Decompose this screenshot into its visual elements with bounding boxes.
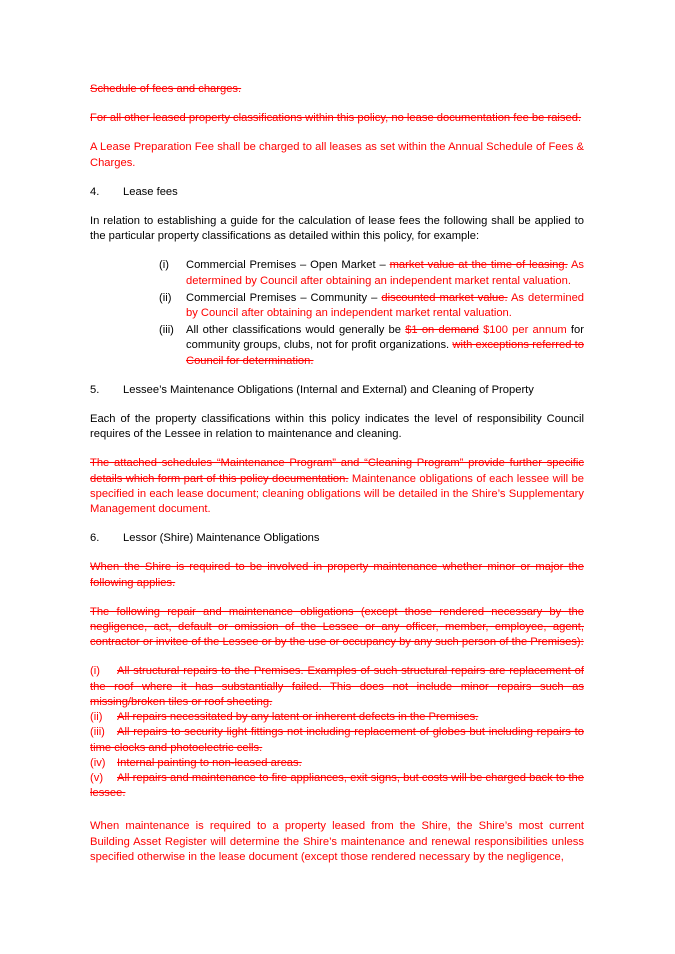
- section-number: 6.: [90, 532, 100, 545]
- list-item: [90, 725, 584, 755]
- item-text: All structural repairs to the Premises. Examples of such structural repairs are replacement of the roof where it has substantially failed. This does not include minor repairs such as missing/broken tiles or roof sheeting.: [90, 665, 584, 708]
- section-number: 4.: [90, 185, 100, 198]
- item-text: All repairs to security light fittings not including replacement of globes but including repairs to time clocks and photoelectric cells.: [90, 726, 584, 754]
- section-4-heading: [90, 185, 584, 200]
- item-deleted-text: $1 on demand: [405, 324, 479, 337]
- list-item: [159, 291, 584, 321]
- list-numeral: (iii): [90, 726, 105, 739]
- lease-preparation-fee-paragraph: A Lease Preparation Fee shall be charged to all leases as set within the Annual Schedule of Fees & Charges.: [90, 141, 584, 169]
- list-item: [90, 710, 584, 725]
- item-text: All repairs and maintenance to fire appliances, exit signs, but costs will be charged back to the lessee.: [90, 771, 584, 800]
- section-title: Lessee’s Maintenance Obligations (Internal and External) and Cleaning of Property: [123, 383, 534, 396]
- list-numeral: (v): [90, 771, 104, 784]
- lease-fees-intro: In relation to establishing a guide for the calculation of lease fees the following shall be applied to the particular property classifications as detailed within this policy, for example:: [90, 215, 584, 243]
- list-numeral: (ii): [90, 711, 103, 724]
- item-text-continued: for community groups, clubs, not for profit organizations.: [186, 324, 584, 352]
- inserted-maintenance-text: Maintenance obligations of each lessee will be specified in each lease document; cleaning obligations will be detailed in the Shire’s Supplementary Management document.: [90, 472, 584, 516]
- item-text: Commercial Premises – Open Market –: [186, 259, 390, 272]
- list-item: [90, 771, 584, 801]
- item-deleted-text: discounted market value.: [381, 291, 508, 304]
- building-asset-register-paragraph: When maintenance is required to a property leased from the Shire, the Shire’s most current Building Asset Register will determine the Shire’s maintenance and renewal responsibilities unless specified otherwise in the lease document (except those rendered necessary by the negligence,: [90, 820, 584, 863]
- item-inserted-text: As determined by Council after obtaining an independent market rental valuation.: [186, 259, 585, 287]
- list-item: [159, 258, 584, 288]
- deleted-fee-paragraph: For all other leased property classifications within this policy, no lease documentation fee be raised.: [90, 112, 582, 125]
- list-item: [159, 323, 584, 369]
- list-numeral: (iv): [90, 756, 106, 769]
- list-numeral: (iii): [159, 324, 174, 337]
- section-title: Lease fees: [123, 185, 178, 198]
- document-page: [90, 82, 584, 865]
- item-deleted-text: market value at the time of leasing.: [389, 259, 568, 272]
- list-numeral: (i): [90, 665, 100, 678]
- list-numeral: (i): [159, 259, 169, 272]
- item-text: All other classifications would generally be: [186, 324, 406, 337]
- deleted-schedule-line: Schedule of fees and charges.: [90, 83, 242, 95]
- list-numeral: (ii): [159, 291, 172, 304]
- section-5-heading: [90, 383, 584, 398]
- maintenance-responsibility-paragraph: Each of the property classifications within this policy indicates the level of responsibility Council requires of the Lessee in relation to maintenance and cleaning.: [90, 413, 584, 441]
- list-item: [90, 756, 584, 771]
- section-number: 5.: [90, 383, 100, 396]
- deleted-schedules-text: The attached schedules “Maintenance Program” and “Cleaning Program” provide further specific details which form part of this policy documentation.: [90, 457, 584, 485]
- item-text: All repairs necessitated by any latent or inherent defects in the Premises.: [117, 711, 479, 724]
- section-6-heading: [90, 531, 584, 546]
- deleted-repair-obligations-paragraph: The following repair and maintenance obligations (except those rendered necessary by the negligence, act, default or omission of the Lessee or any officer, member, employee, agent, contractor or invitee of the Lessee or by the use or occupancy by any such person of the Premises):: [90, 605, 584, 649]
- list-item: [90, 664, 584, 710]
- item-text: Internal painting to non-leased areas.: [117, 756, 302, 769]
- deleted-shire-maintenance-paragraph: When the Shire is required to be involved in property maintenance whether minor or major the following applies.: [90, 561, 584, 589]
- item-deleted-text-continued: with exceptions referred to Council for determination.: [186, 339, 584, 367]
- lease-fee-list: [159, 258, 584, 368]
- item-inserted-text: As determined by Council after obtaining an independent market rental valuation.: [186, 291, 585, 320]
- item-text: Commercial Premises – Community –: [186, 291, 382, 304]
- deleted-repair-list: [90, 664, 584, 801]
- item-inserted-text: $100 per annum: [478, 324, 567, 337]
- section-title: Lessor (Shire) Maintenance Obligations: [123, 532, 320, 545]
